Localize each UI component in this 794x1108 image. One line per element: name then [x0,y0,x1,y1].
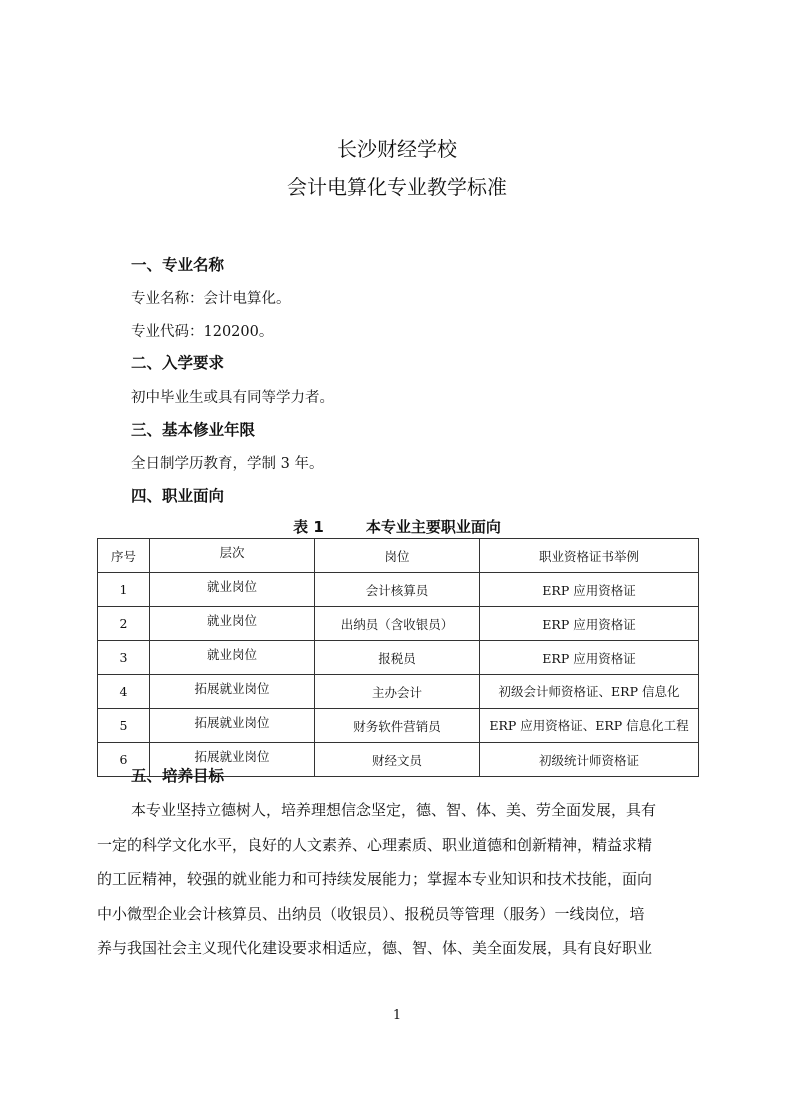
cell-cert-text: ERP 应用资格证、ERP 信息化工程 [489,718,689,733]
section-heading-major-name: 一、专业名称 [131,256,225,274]
table-row [98,607,699,641]
cell-post: 出纳员（含收银员） [315,607,480,641]
cell-level: 拓展就业岗位 [150,743,315,777]
table-caption-number: 表 1 [293,518,324,536]
cell-level: 拓展就业岗位 [150,675,315,709]
cell-cert-text: 初级会计师资格证、ERP 信息化 [498,684,680,699]
cell-cert [480,675,699,709]
cell-level: 就业岗位 [150,641,315,675]
admission-text: 初中毕业生或具有同等学力者。 [131,390,334,406]
table-caption [0,516,794,537]
header-level: 层次 [150,539,315,573]
cell-cert: ERP 应用资格证 [480,607,699,641]
paragraph-line: 的工匠精神，较强的就业能力和可持续发展能力；掌握本专业知识和技术技能，面向 [97,870,653,889]
duration-text: 全日制学历教育，学制 3 年。 [131,456,324,472]
paragraph-line: 一定的科学文化水平，良好的人文素养、心理素质、职业道德和创新精神，精益求精 [97,835,653,854]
section-heading-career: 四、职业面向 [131,487,225,505]
objective-paragraph [97,793,697,966]
cell-no: 5 [98,709,150,743]
cell-post: 财务软件营销员 [315,709,480,743]
table-caption-text: 本专业主要职业面向 [365,518,501,536]
major-code-text: 专业代码：120200。 [131,324,274,340]
table-header-row [98,539,699,573]
major-name-text: 专业名称：会计电算化。 [131,291,291,307]
header-no: 序号 [98,539,150,573]
cell-post: 会计核算员 [315,573,480,607]
paragraph-line: 本专业坚持立德树人，培养理想信念坚定，德、智、体、美、劳全面发展，具有 [131,801,657,819]
cell-cert: 初级统计师资格证 [480,743,699,777]
cell-no: 1 [98,573,150,607]
section-heading-objective: 五、培养目标 [131,767,225,785]
cell-no: 4 [98,675,150,709]
table-row [98,573,699,607]
table-row [98,709,699,743]
school-name: 长沙财经学校 [337,137,457,161]
table-row [98,641,699,675]
header-cert: 职业资格证书举例 [480,539,699,573]
cell-cert: ERP 应用资格证 [480,641,699,675]
header-post: 岗位 [315,539,480,573]
cell-level: 就业岗位 [150,607,315,641]
cell-post: 财经文员 [315,743,480,777]
cell-no: 3 [98,641,150,675]
cell-level: 就业岗位 [150,573,315,607]
section-heading-admission: 二、入学要求 [131,354,225,372]
page-number: 1 [392,1008,402,1023]
section-heading-duration: 三、基本修业年限 [131,421,256,439]
career-table [97,538,699,777]
cell-post: 报税员 [315,641,480,675]
cell-level: 拓展就业岗位 [150,709,315,743]
table-row [98,675,699,709]
cell-no: 6 [98,743,150,777]
cell-cert [480,709,699,743]
cell-no: 2 [98,607,150,641]
document-title: 会计电算化专业教学标准 [287,175,507,199]
cell-cert: ERP 应用资格证 [480,573,699,607]
paragraph-line: 养与我国社会主义现代化建设要求相适应，德、智、体、美全面发展，具有良好职业 [97,939,653,958]
cell-post: 主办会计 [315,675,480,709]
paragraph-line: 中小微型企业会计核算员、出纳员（收银员）、报税员等管理（服务）一线岗位，培 [97,904,645,923]
